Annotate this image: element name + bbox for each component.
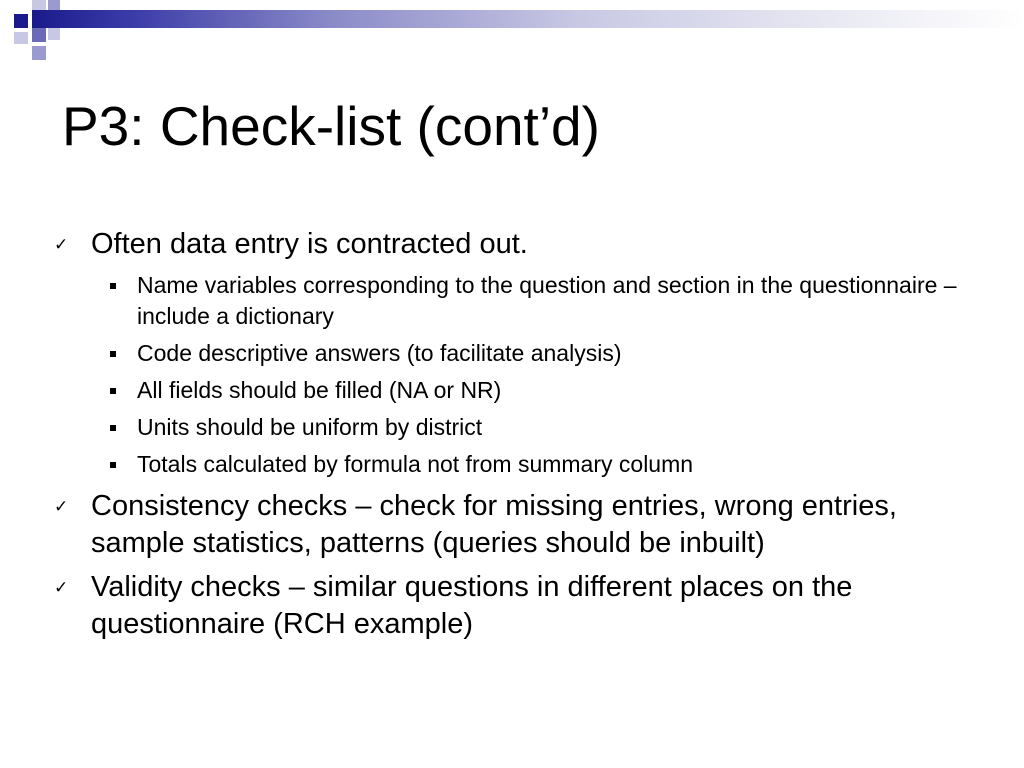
square-bullet-icon <box>110 388 116 394</box>
sub-bullet-text: Code descriptive answers (to facilitate analysis) <box>137 340 622 366</box>
sub-bullet-list <box>52 270 992 480</box>
sub-bullet-item <box>52 412 992 443</box>
check-icon: ✓ <box>54 578 69 598</box>
decorative-square <box>48 0 60 10</box>
sub-bullet-item <box>52 375 992 406</box>
sub-bullet-text: Units should be uniform by district <box>137 414 483 440</box>
sub-bullet-item <box>52 270 992 332</box>
decorative-square <box>32 28 46 42</box>
bullet-text: Consistency checks – check for missing entries, wrong entries, sample statistics, patterns (queries should be inbuilt) <box>91 490 897 559</box>
square-bullet-icon <box>110 283 116 289</box>
slide-title: P3: Check-list (cont’d) <box>62 95 600 157</box>
sub-bullet-item <box>52 449 992 480</box>
sub-bullet-text: Name variables corresponding to the question and section in the questionnaire – include a dictionary <box>137 272 957 329</box>
decorative-square <box>32 46 46 60</box>
sub-bullet-text: Totals calculated by formula not from summary column <box>137 451 694 477</box>
decorative-square <box>14 14 28 28</box>
sub-bullet-item <box>52 338 992 369</box>
decorative-square <box>48 28 60 40</box>
square-bullet-icon <box>110 351 116 357</box>
bullet-item <box>52 226 992 263</box>
sub-bullet-text: All fields should be filled (NA or NR) <box>137 377 502 403</box>
check-icon: ✓ <box>54 497 69 517</box>
slide-body <box>52 226 992 650</box>
bullet-text: Validity checks – similar questions in different places on the questionnaire (RCH example) <box>91 571 853 640</box>
bullet-text: Often data entry is contracted out. <box>91 228 528 260</box>
bullet-item <box>52 488 992 562</box>
square-bullet-icon <box>110 462 116 468</box>
decorative-square <box>32 0 46 10</box>
decorative-gradient-band <box>32 10 1024 28</box>
decorative-square <box>14 32 28 44</box>
check-icon: ✓ <box>54 235 69 255</box>
bullet-item <box>52 569 992 643</box>
square-bullet-icon <box>110 425 116 431</box>
